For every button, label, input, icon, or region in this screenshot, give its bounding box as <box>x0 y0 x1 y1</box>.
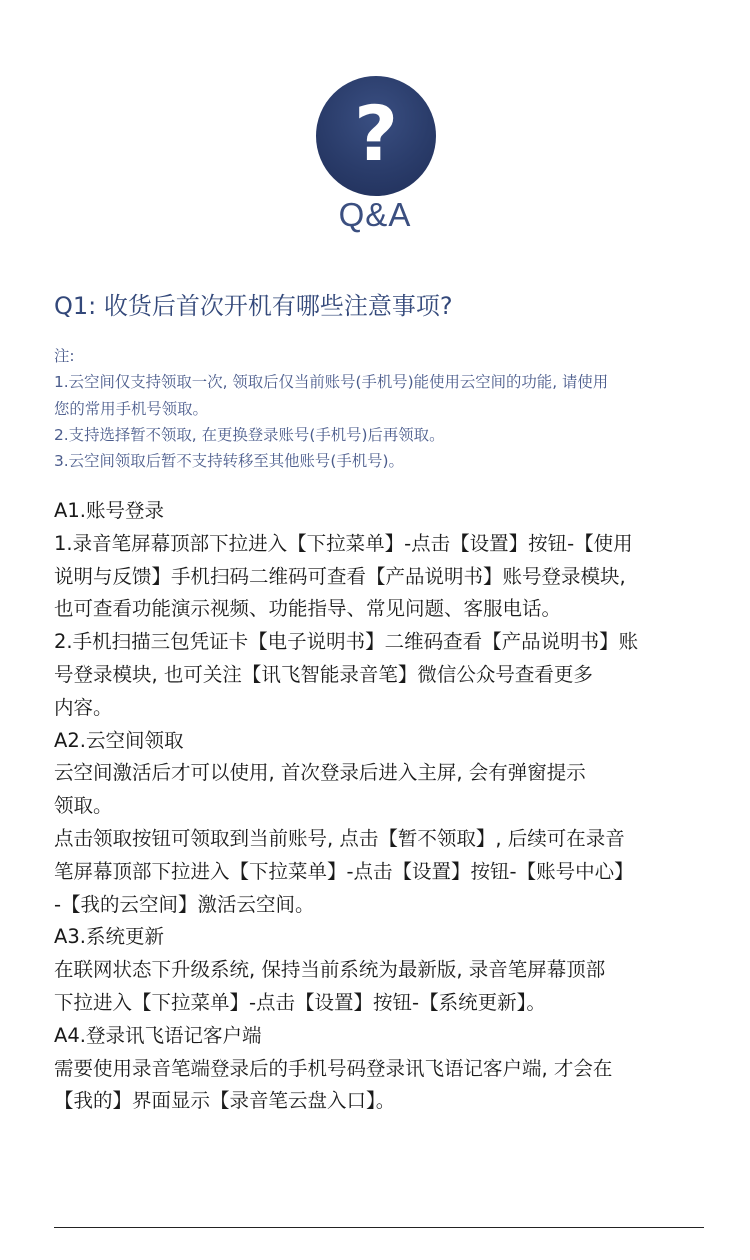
answers-block <box>54 495 704 1118</box>
answer-line: 内容。 <box>54 695 113 719</box>
answer-line: 点击领取按钮可领取到当前账号, 点击【暂不领取】, 后续可在录音 <box>54 826 625 850</box>
answer-heading-a2: A2.云空间领取 <box>54 728 184 752</box>
answer-heading-a1: A1.账号登录 <box>54 499 164 522</box>
answer-line: 笔屏幕顶部下拉进入【下拉菜单】-点击【设置】按钮-【账号中心】 <box>54 859 634 883</box>
answer-line: 也可查看功能演示视频、功能指导、常见问题、客服电话。 <box>54 597 562 621</box>
answer-line: 说明与反馈】手机扫码二维码可查看【产品说明书】账号登录模块, <box>54 564 626 588</box>
answer-line: 在联网状态下升级系统, 保持当前系统为最新版, 录音笔屏幕顶部 <box>54 958 606 982</box>
question-title: Q1: 收货后首次开机有哪些注意事项? <box>54 292 453 320</box>
bottom-divider <box>54 1227 704 1228</box>
qa-label: Q&A <box>338 196 412 233</box>
faq-header <box>0 0 750 260</box>
answer-heading-a3: A3.系统更新 <box>54 925 164 949</box>
question-mark-icon <box>316 76 436 196</box>
question-mark-glyph: ? <box>353 89 399 178</box>
answer-line: 需要使用录音笔端登录后的手机号码登录讯飞语记客户端, 才会在 <box>54 1056 613 1080</box>
answer-line: 2.手机扫描三包凭证卡【电子说明书】二维码查看【产品说明书】账 <box>54 630 639 654</box>
answer-line: 号登录模块, 也可关注【讯飞智能录音笔】微信公众号查看更多 <box>54 662 593 686</box>
answer-line: 1.录音笔屏幕顶部下拉进入【下拉菜单】-点击【设置】按钮-【使用 <box>54 531 633 555</box>
note-line: 3.云空间领取后暂不支持转移至其他账号(手机号)。 <box>54 452 404 471</box>
note-line: 1.云空间仅支持领取一次, 领取后仅当前账号(手机号)能使用云空间的功能, 请使用 <box>54 373 609 392</box>
answer-line: 下拉进入【下拉菜单】-点击【设置】按钮-【系统更新】。 <box>54 990 546 1014</box>
answer-line: 云空间激活后才可以使用, 首次登录后进入主屏, 会有弹窗提示 <box>54 761 586 785</box>
answer-line: 领取。 <box>54 794 113 818</box>
notes-block <box>54 343 704 474</box>
answer-line: -【我的云空间】激活云空间。 <box>54 892 315 916</box>
answer-heading-a4: A4.登录讯飞语记客户端 <box>54 1023 262 1047</box>
note-line: 您的常用手机号领取。 <box>54 399 208 418</box>
note-line: 2.支持选择暂不领取, 在更换登录账号(手机号)后再领取。 <box>54 425 445 444</box>
answer-line: 【我的】界面显示【录音笔云盘入口】。 <box>54 1089 396 1113</box>
note-line: 注: <box>54 347 75 365</box>
